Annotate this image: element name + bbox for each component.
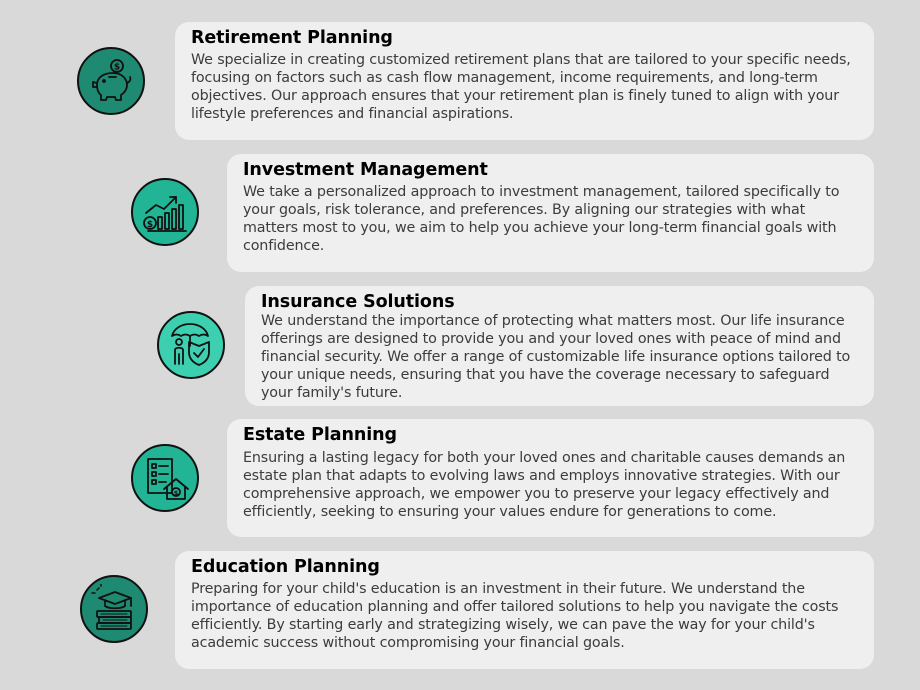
investment-growth-chart-icon: [131, 178, 199, 246]
service-description: We specialize in creating customized retirement plans that are tailored to your specific needs, focusing on factors such as cash flow management, income requirements, and long-term objectives. Our approach ensures that your retirement plan is finely tuned to align with your lifestyle preferences and financial aspirations.: [191, 52, 851, 122]
service-title: Insurance Solutions: [261, 292, 455, 312]
umbrella-shield-icon: [157, 311, 225, 379]
service-card-education: [175, 551, 874, 669]
svg-text:$: $: [146, 220, 154, 230]
service-description: We understand the importance of protecting what matters most. Our life insurance offerings are designed to provide you and your loved ones with peace of mind and financial security. We offer a range of customizable life insurance options tailored to your unique needs, ensuring that you have the coverage necessary to safeguard your family's future.: [261, 313, 851, 401]
service-title: Estate Planning: [243, 425, 397, 445]
svg-text:$: $: [113, 62, 121, 73]
piggy-bank-icon: [77, 47, 145, 115]
checklist-house-icon: [131, 444, 199, 512]
service-title: Education Planning: [191, 557, 380, 577]
service-card-estate: [227, 419, 874, 537]
service-card-insurance: [245, 286, 874, 406]
service-title: Investment Management: [243, 160, 488, 180]
service-description: Ensuring a lasting legacy for both your loved ones and charitable causes demands an estate plan that adapts to evolving laws and employs innovative strategies. With our comprehensive approach, we empower you to preserve your legacy effectively and efficiently, seeking to ensuring your values endure for generations to come.: [243, 450, 846, 520]
svg-text:$: $: [173, 489, 179, 497]
service-title: Retirement Planning: [191, 28, 393, 48]
service-card-retirement: [175, 22, 874, 140]
service-card-investment: [227, 154, 874, 272]
service-description: Preparing for your child's education is an investment in their future. We understand the importance of education planning and offer tailored solutions to help you navigate the costs efficiently. By starting early and strategizing wisely, we can pave the way for your child's academic success without compromising your financial goals.: [191, 581, 839, 651]
graduation-cap-books-icon: [80, 575, 148, 643]
service-description: We take a personalized approach to investment management, tailored specifically to your goals, risk tolerance, and preferences. By aligning our strategies with what matters most to you, we aim to help you achieve your long-term financial goals with confidence.: [243, 184, 840, 254]
